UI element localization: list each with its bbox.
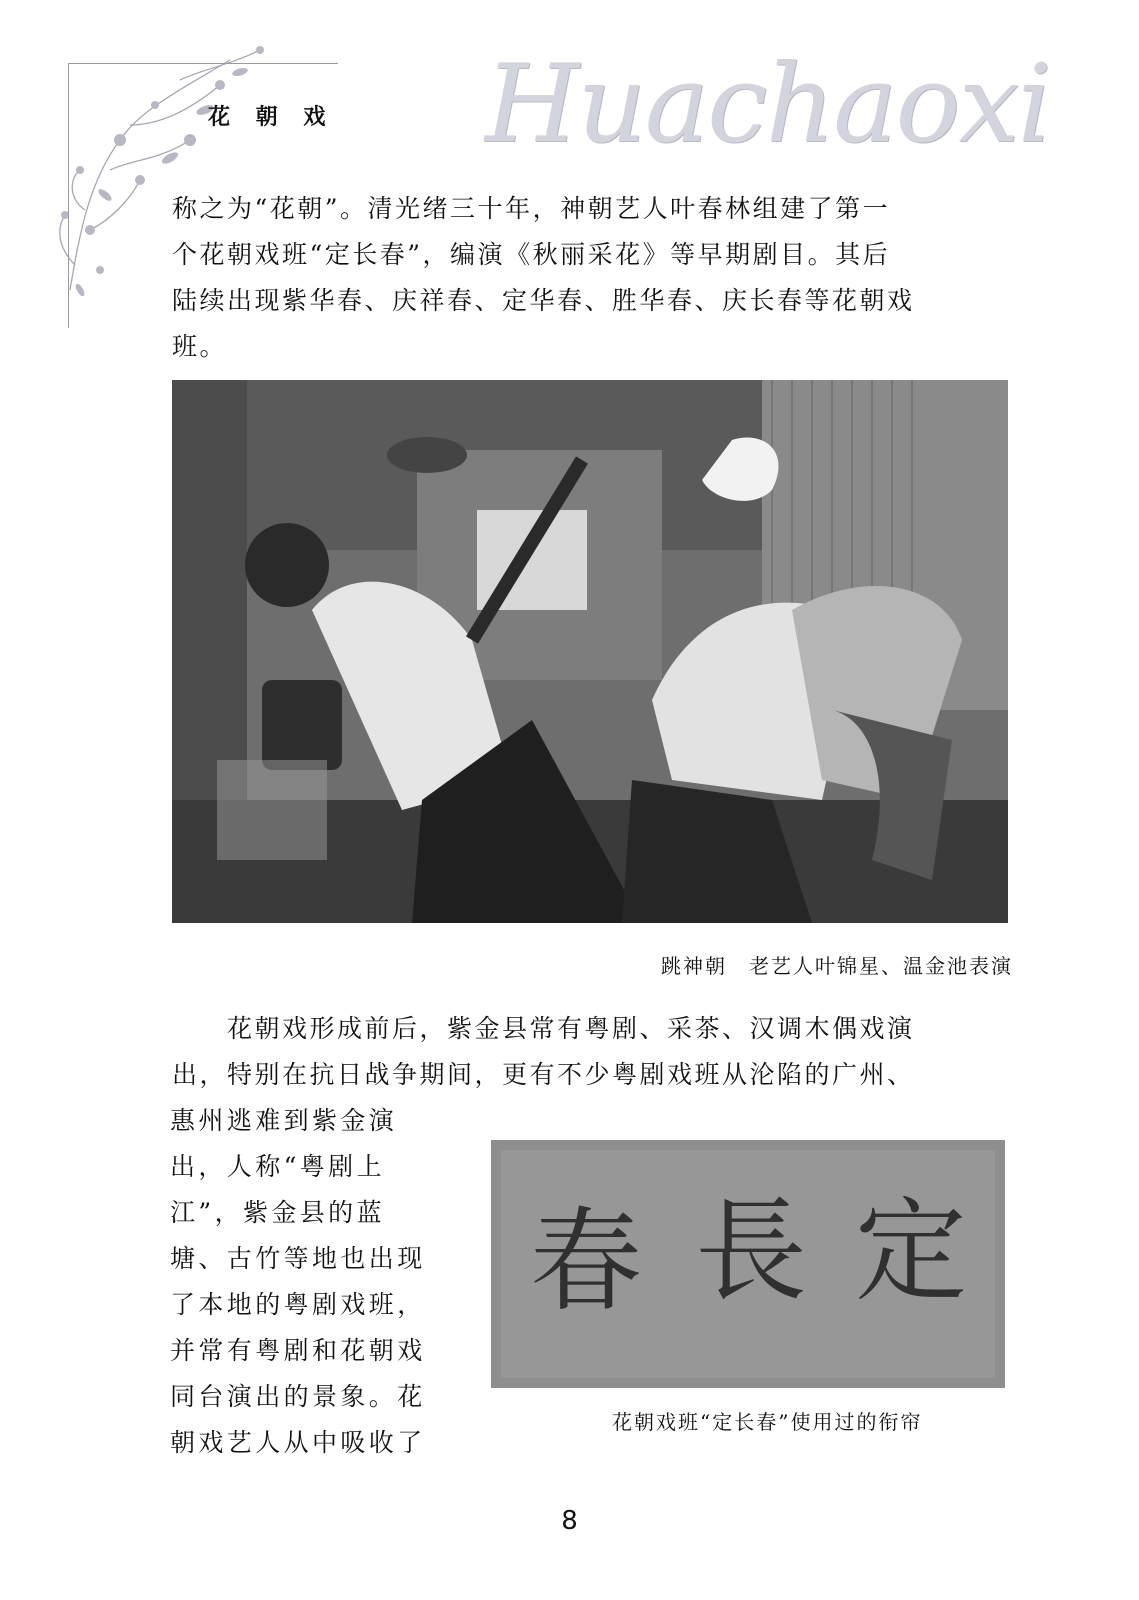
text-line: 称之为“花朝”。清光绪三十年，神朝艺人叶春林组建了第一 [172, 194, 891, 223]
text-line: 花朝戏形成前后，紫金县常有粤剧、采茶、汉调木偶戏演 [172, 1014, 915, 1043]
banner-char: 長 [695, 1187, 807, 1317]
banner-photo [491, 1140, 1005, 1388]
text-line: 江”，紫金县的蓝 [170, 1198, 385, 1227]
script-title: Huachaoxi [485, 42, 1051, 167]
page-number: 8 [561, 1506, 578, 1536]
text-line: 了本地的粤剧戏班， [170, 1290, 426, 1319]
text-line: 朝戏艺人从中吸收了 [170, 1428, 426, 1457]
text-line: 出，特别在抗日战争期间，更有不少粤剧戏班从沦陷的广州、 [172, 1060, 915, 1089]
text-line: 个花朝戏班“定长春”，编演《秋丽采花》等早期剧目。其后 [172, 240, 891, 269]
banner-caption: 花朝戏班“定长春”使用过的衔帘 [612, 1410, 923, 1434]
photo-caption: 跳神朝 老艺人叶锦星、温金池表演 [661, 954, 1013, 978]
text-line: 塘、古竹等地也出现 [170, 1244, 426, 1273]
banner-char: 定 [855, 1187, 967, 1317]
header-rule-horizontal [68, 63, 338, 64]
banner-char: 春 [530, 1197, 642, 1327]
header-rule-vertical [68, 63, 69, 328]
text-line: 同台演出的景象。花 [170, 1382, 426, 1411]
paragraph-3 [170, 1098, 450, 1466]
paragraph-2 [172, 1006, 1004, 1098]
paragraph-1 [172, 186, 1004, 370]
performance-photo [172, 380, 1008, 923]
text-line: 陆续出现紫华春、庆祥春、定华春、胜华春、庆长春等花朝戏 [172, 286, 915, 315]
section-title: 花 朝 戏 [208, 105, 335, 130]
text-line: 并常有粤剧和花朝戏 [170, 1336, 426, 1365]
text-line: 惠州逃难到紫金演 [170, 1106, 398, 1135]
text-line: 班。 [172, 332, 228, 361]
text-line: 出，人称“粤剧上 [170, 1152, 385, 1181]
